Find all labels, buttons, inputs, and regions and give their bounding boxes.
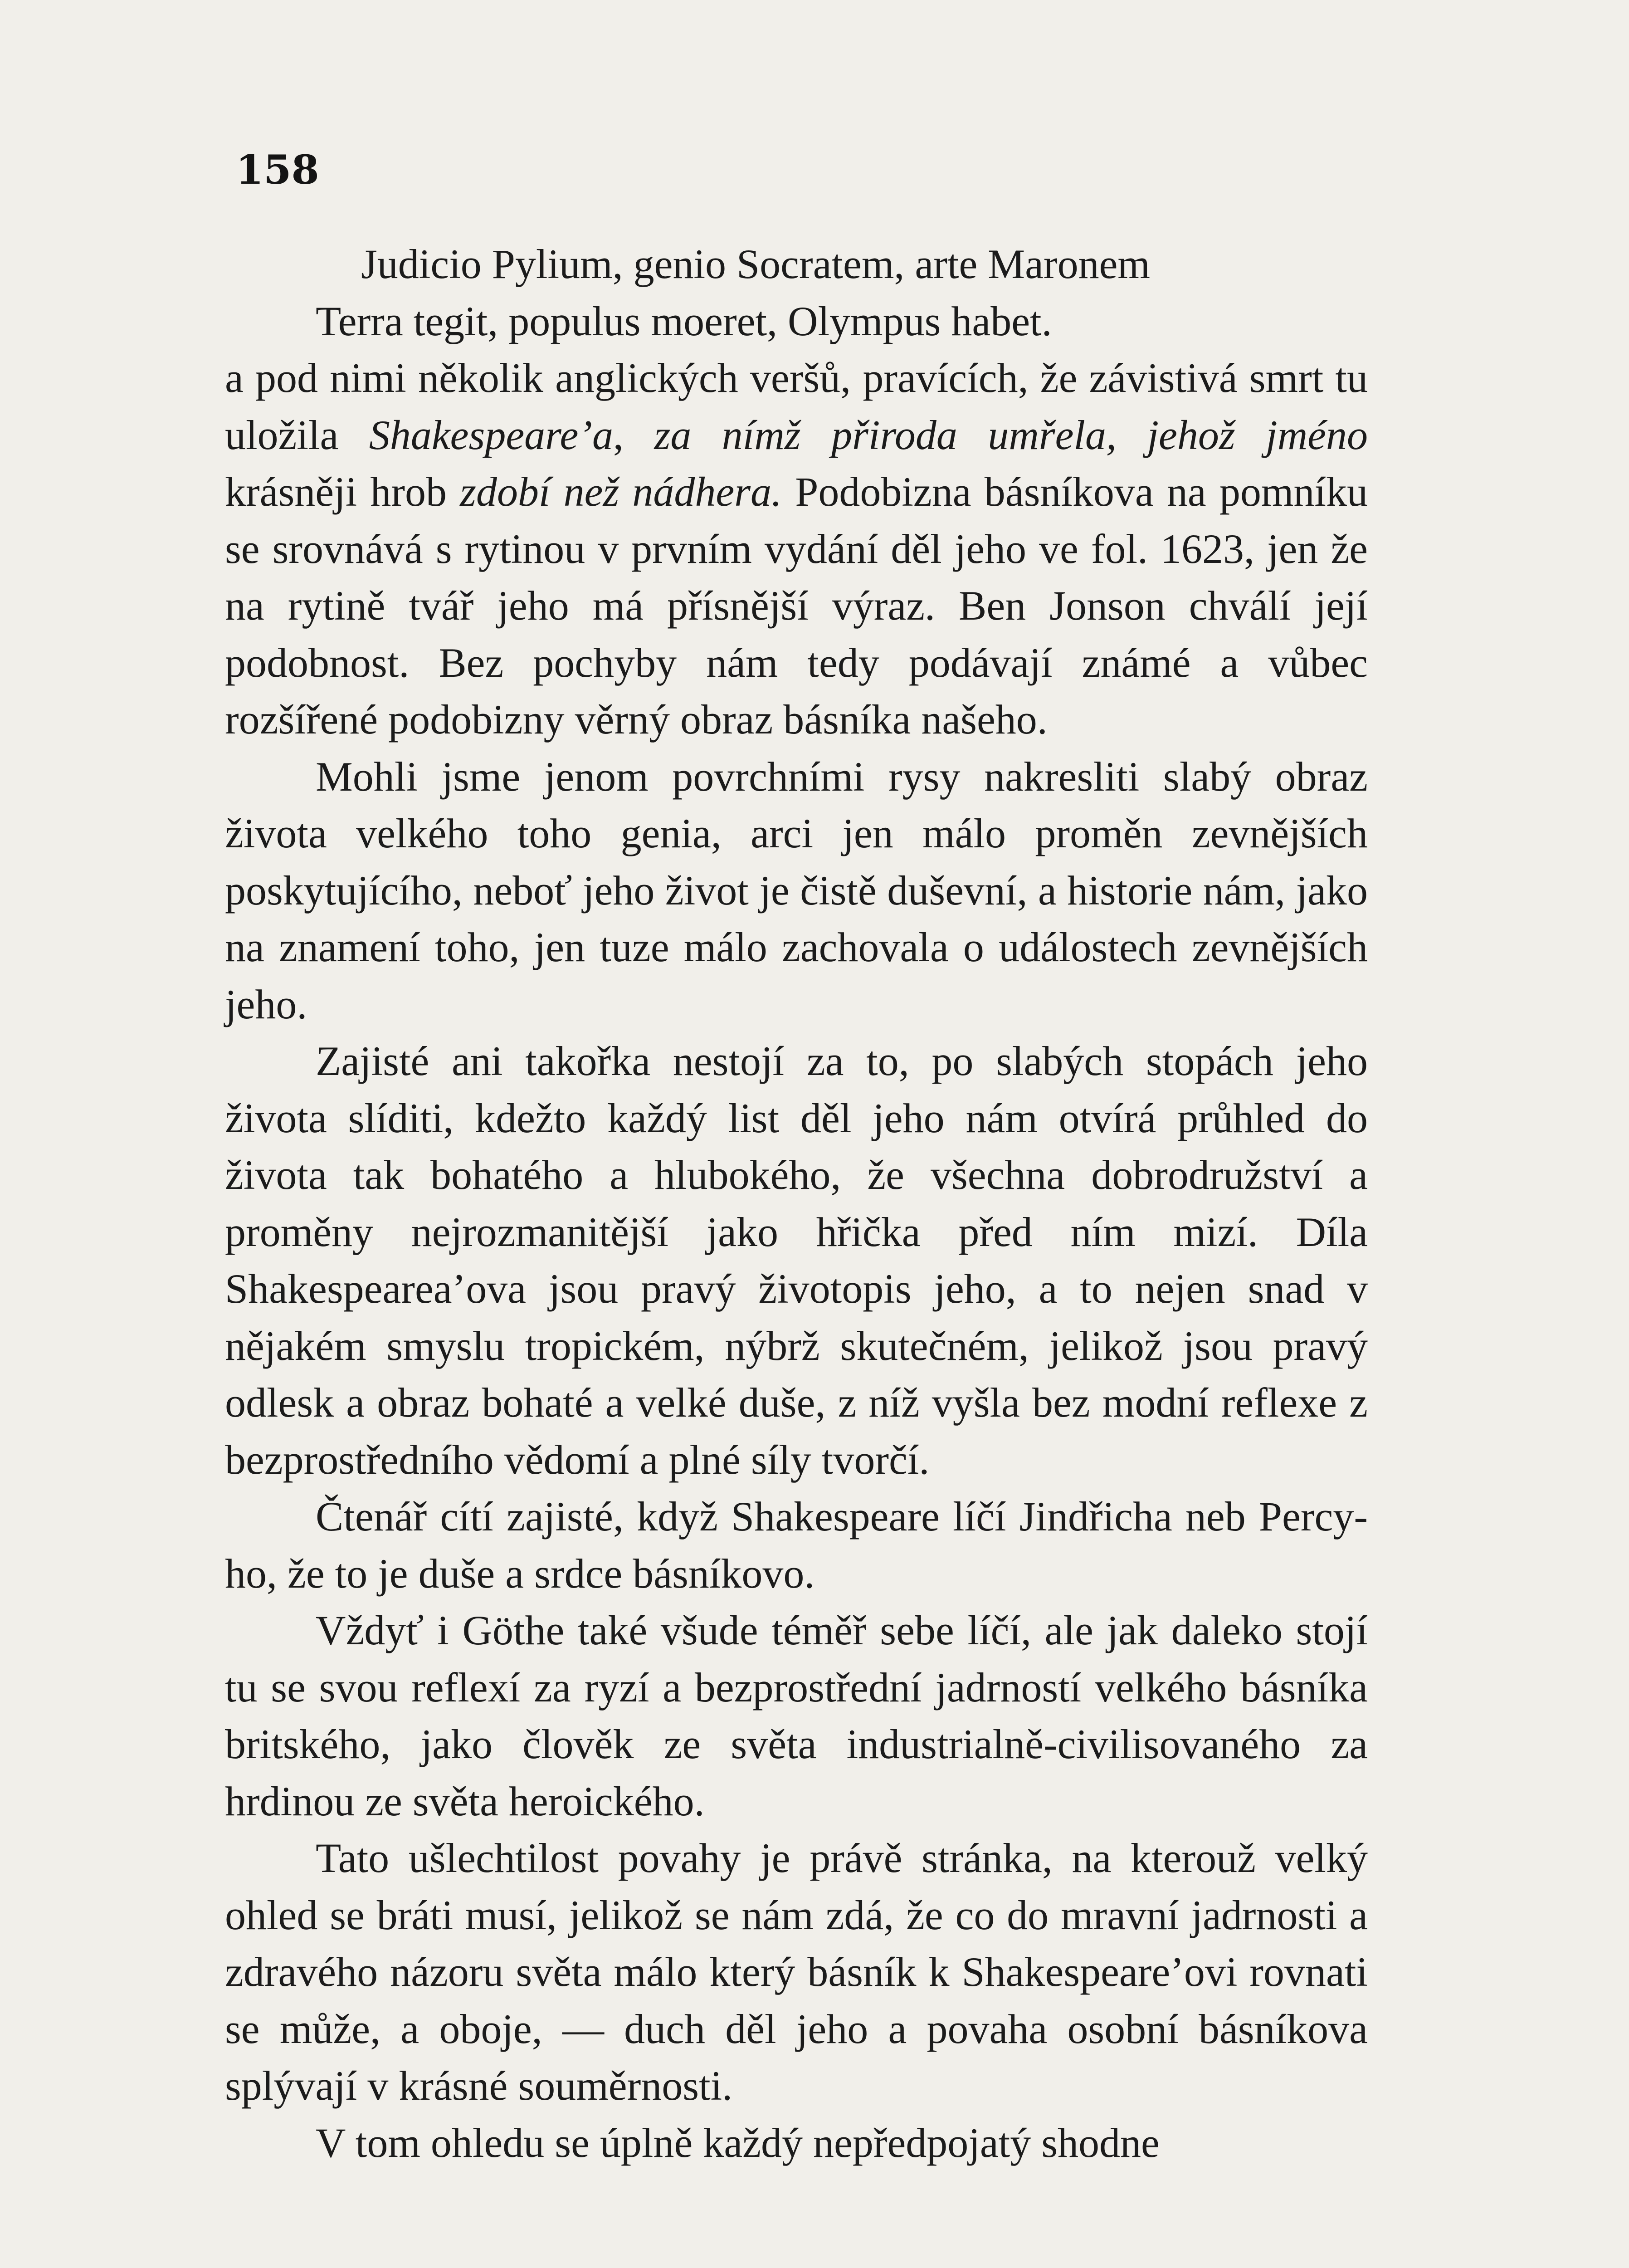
paragraph-text: a pod nimi několik anglických veršů, pravících, že závistivá smrt tu uložila [225, 355, 1368, 458]
paragraph-text: , [613, 411, 654, 458]
paragraph-continuation [225, 350, 1368, 748]
italic-quote-part-1: za nímž přiroda umřela, jehož jméno [654, 411, 1368, 458]
paragraph-5: Vždyť i Göthe také všude téměř sebe líčí, ale jak daleko stojí tu se svou reflexí za ryzí a bezprostřední jadrností velkého básníka britského, jako člověk ze světa industrialně-civilisovaného za hrdinou ze světa heroického. [225, 1607, 1368, 1824]
paragraph-3: Zajisté ani takořka nestojí za to, po slabých stopách jeho života slíditi, kdežto každý list děl jeho nám otvírá průhled do života tak bohatého a hlubokého, že všechna dobrodružství a proměny nejrozmanitější jako hřička před ním mizí. Díla Shakespearea’ova jsou pravý životopis jeho, a to nejen snad v nějakém smyslu tropickém, nýbrž skutečném, jelikož jsou pravý odlesk a obraz bohaté a velké duše, z níž vyšla bez modní reflexe z bezprostředního vědomí a plné síly tvorčí. [225, 1038, 1368, 1483]
paragraph-2: Mohli jsme jenom povrchními rysy nakresliti slabý obraz života velkého toho genia, arci jen málo proměn zevnějších poskytujícího, neboť jeho život je čistě duševní, a historie nám, jako na znamení toho, jen tuze málo zachovala o událostech zevnějších jeho. [225, 753, 1368, 1027]
paragraph-text: krásněji hrob [225, 469, 460, 515]
italic-quote-part-2: zdobí než nádhera. [460, 469, 782, 515]
paragraph-7: V tom ohledu se úplně každý nepředpojatý shodne [316, 2119, 1160, 2166]
paragraph-text: Podobizna básníkova na pomníku se srovnává s rytinou v prvním vydání děl jeho ve fol. 1623, jen že na rytině tvář jeho má přísnější výraz. Ben Jonson chválí její podobnost. Bez pochyby nám tedy podávají známé a vůbec rozšířené podobizny věrný obraz básníka našeho. [225, 469, 1368, 743]
epitaph-line-1: Judicio Pylium, genio Socratem, arte Maronem [361, 241, 1150, 287]
paragraph-6: Tato ušlechtilost povahy je právě stránka, na kterouž velký ohled se bráti musí, jelikož se nám zdá, že co do mravní jadrnosti a zdravého názoru světa málo který básník k Shakespeare’ovi rovnati se může, a oboje, — duch děl jeho a povaha osobní básníkova splývají v krásné souměrnosti. [225, 1835, 1368, 2109]
page-body [225, 236, 1368, 2171]
italic-shakespeare: Shakespeare’a [369, 411, 614, 458]
epitaph-verse [225, 236, 1368, 350]
epitaph-line-2: Terra tegit, populus moeret, Olympus habet. [316, 298, 1052, 344]
page-number: 158 [236, 146, 319, 193]
paragraph-4: Čtenář cítí zajisté, když Shakespeare líčí Jindřicha neb Percy-ho, že to je duše a srdce básníkovo. [225, 1493, 1368, 1597]
